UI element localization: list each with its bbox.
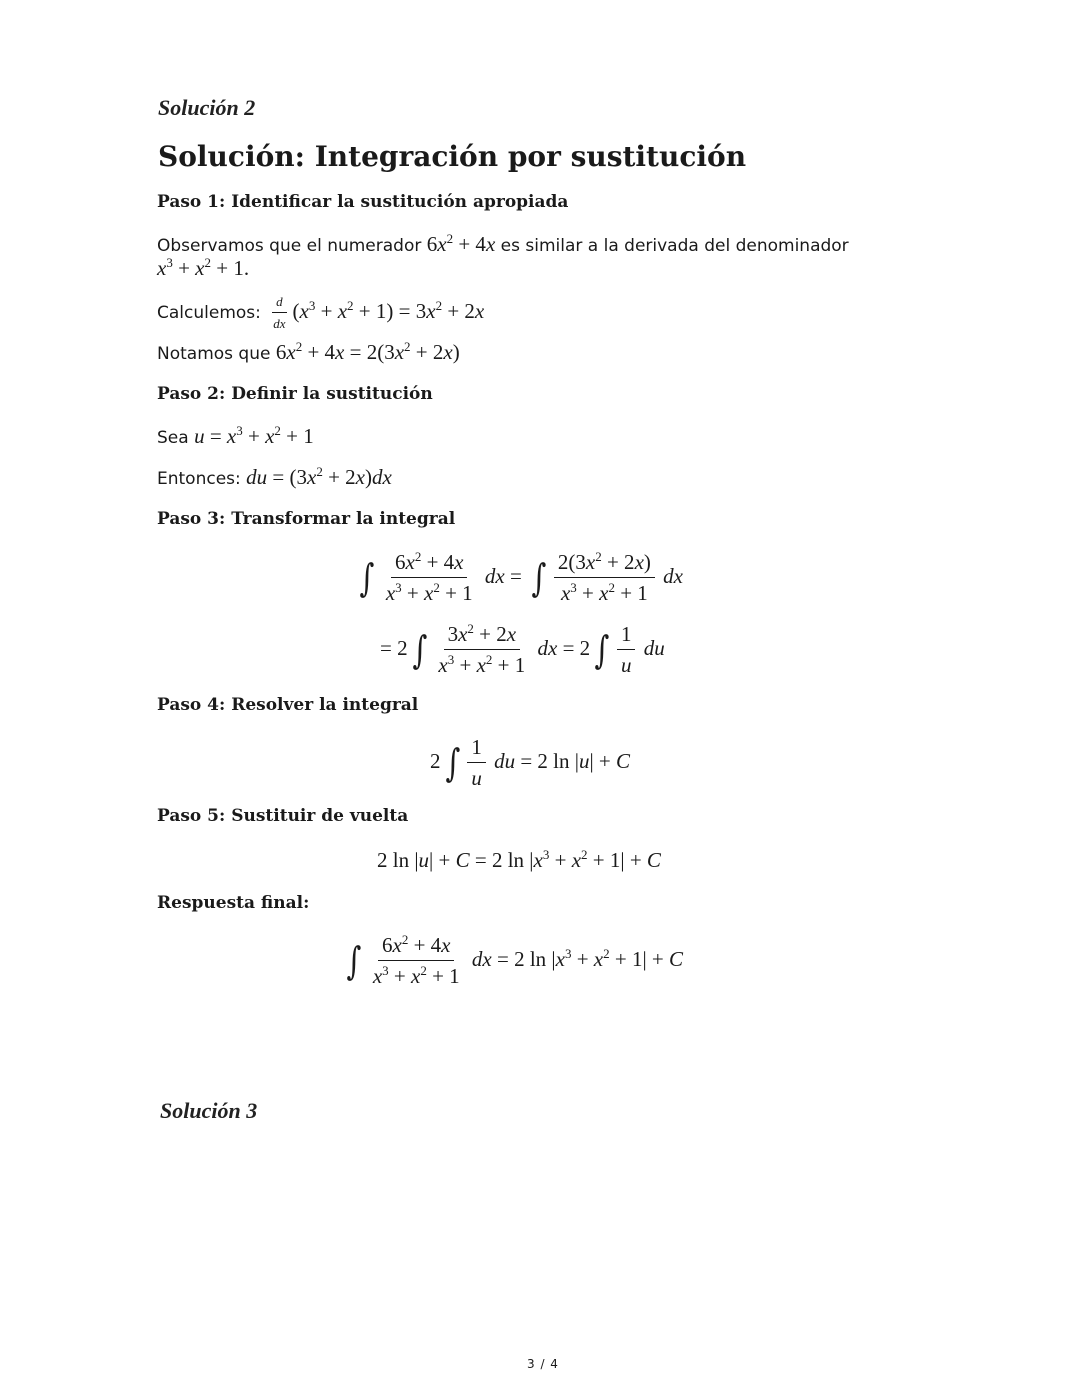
sea-label: Sea: [157, 428, 189, 448]
page-indicator: 3 / 4: [527, 1357, 559, 1371]
notamos-line: [157, 340, 460, 365]
section-title-3: Solución 3: [160, 1098, 258, 1123]
page-title: Solución: Integración por sustitución: [158, 140, 747, 173]
step5-title: Paso 5: Sustituir de vuelta: [157, 806, 409, 826]
step2-title: Paso 2: Definir la sustitución: [157, 384, 433, 404]
final-answer-eq: ∫ $\frac{6x^2 + 4x}{x^3 + x^2 + 1}$ dx = 2 $\ln |x^3 + x^2 + 1| + C$: [346, 932, 684, 988]
calc-line: [157, 294, 484, 332]
observe-line: [157, 232, 849, 257]
entonces-line: [157, 465, 392, 490]
factor-expr: $6x^2 + 4x = 2(3x^2 + 2x)$: [275, 339, 460, 364]
final-title: Respuesta final:: [157, 893, 310, 913]
transform-eq-2: = 2 ∫ $\frac{3x^2 + 2x}{x^3 + x^2 + 1}$ dx = 2 ∫ $\frac{1}{u}$ du: [380, 621, 665, 677]
du-expr: du = $(3x^2 + 2x)dx$: [246, 464, 392, 489]
denominator-expr: $x^3 + x^2 + 1$.: [157, 255, 250, 280]
step3-title: Paso 3: Transformar la integral: [157, 509, 456, 529]
step4-title: Paso 4: Resolver la integral: [157, 695, 419, 715]
derivative-expr: $\frac{d}{dx}$ $(x^3 + x^2 + 1) = 3x^2 + 2x$: [273, 294, 485, 331]
similar-text: es similar a la derivada del denominador: [500, 236, 849, 256]
step1-title: Paso 1: Identificar la sustitución apropiada: [157, 192, 569, 212]
transform-eq-1: ∫ $\frac{6x^2 + 4x}{x^3 + x^2 + 1}$ dx = ∫ $\frac{2(3x^2 + 2x)}{x^3 + x^2 + 1}$ dx: [359, 549, 683, 605]
observe-text: Observamos que el numerador: [157, 236, 422, 256]
entonces-label: Entonces:: [157, 469, 241, 489]
sea-line: [157, 424, 314, 449]
numerator-expr: $6x^2 + 4x$: [426, 231, 496, 256]
backsub-eq: 2 ln |u| + C = 2 $\ln |x^3 + x^2 + 1| + C$: [377, 847, 661, 872]
u-def-expr: $u = x^3 + x^2 + 1$: [194, 423, 314, 448]
calc-label: Calculemos:: [157, 302, 261, 323]
solve-eq: 2 ∫ $\frac{1}{u}$ du = 2 ln |u| + C: [430, 735, 631, 790]
notamos-label: Notamos que: [157, 344, 271, 364]
section-title-2: Solución 2: [158, 95, 256, 120]
